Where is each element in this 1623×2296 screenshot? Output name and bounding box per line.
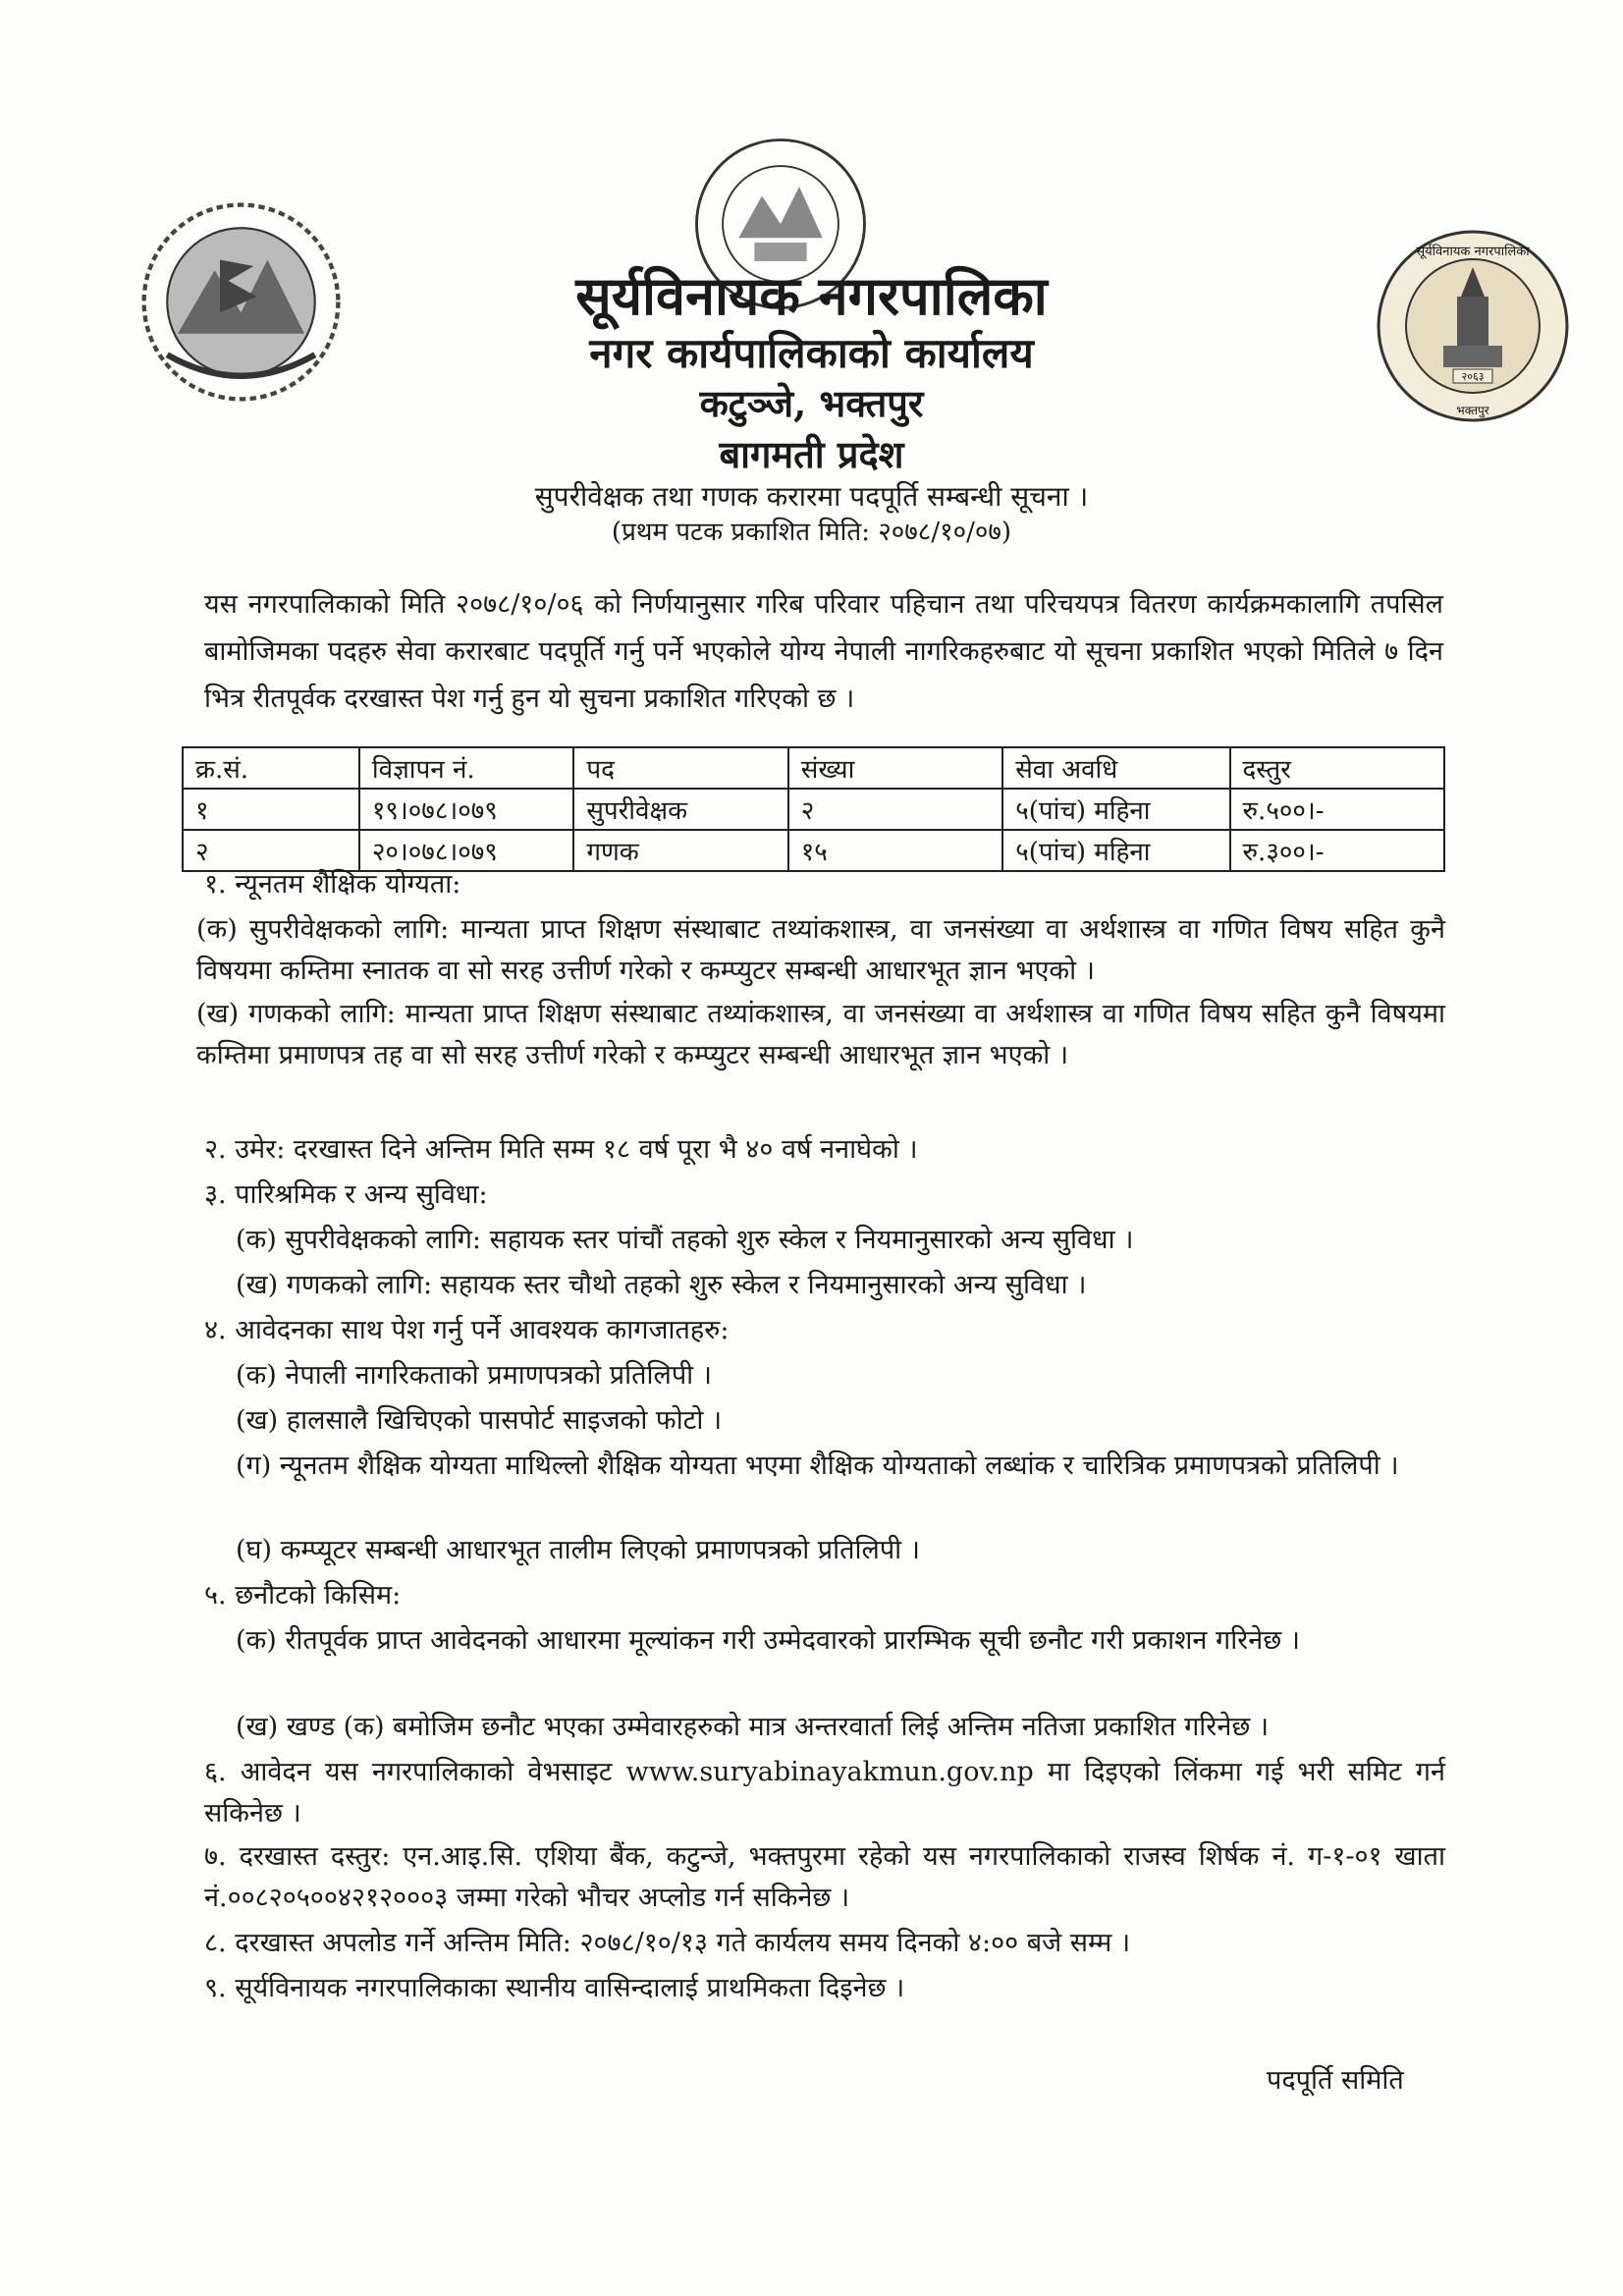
selection-shortlist: (क) रीतपूर्वक प्राप्त आवेदनको आधारमा मूल्यांकन गरी उम्मेदवारको प्रारम्भिक सूची छनौट गरी प्रकाशन गरिनेछ । (236, 1625, 1300, 1656)
table-row (183, 789, 1444, 830)
table-cell: ५(पांच) महिना (1002, 789, 1229, 830)
col-header-count: संख्या (788, 747, 1002, 789)
table-cell: गणक (573, 830, 787, 871)
qualification-supervisor: (क) सुपरीवेक्षकको लागि: मान्यता प्राप्त शिक्षण संस्थाबाट तथ्यांकशास्त्र, वा जनसंख्या वा अर्थशास्त्र वा गणित विषय सहित कुनै विषयमा कम्तिमा स्नातक वा सो सरह उत्तीर्ण गरेको र कम्प्युटर सम्बन्धी आधारभूत ज्ञान भएको । (196, 914, 1445, 986)
document-photo: (ख) हालसालै खिचिएको पासपोर्ट साइजको फोटो । (236, 1405, 723, 1436)
col-header-ad-no: विज्ञापन नं. (359, 747, 573, 789)
document-computer-training: (घ) कम्प्यूटर सम्बन्धी आधारभूत तालीम लिएको प्रमाणपत्रको प्रतिलिपी । (236, 1535, 920, 1565)
remuneration-enumerator: (ख) गणकको लागि: सहायक स्तर चौथो तहको शुरु स्केल र नियमानुसारको अन्य सुविधा । (236, 1270, 1087, 1300)
table-cell: रु.३००।- (1230, 830, 1445, 871)
table-cell: ५(पांच) महिना (1002, 830, 1229, 871)
table-cell: सुपरीवेक्षक (573, 789, 787, 830)
selection-interview: (ख) खण्ड (क) बमोजिम छनौट भएका उम्मेवारहरुको मात्र अन्तरवार्ता लिई अन्तिम नतिजा प्रकाशित गरिनेछ । (236, 1712, 1270, 1742)
logo-bottom-text: भक्तपुर (1456, 404, 1489, 417)
remuneration-supervisor: (क) सुपरीवेक्षकको लागि: सहायक स्तर पांचौं तहको शुरु स्केल र नियमानुसारको अन्य सुविधा । (236, 1225, 1134, 1255)
committee-signature: पदपूर्ति समिति (1267, 2065, 1404, 2096)
table-header-row (183, 747, 1444, 789)
section-fee-deposit: ७. दरखास्त दस्तुर: एन.आइ.सि. एशिया बैंक, कटुन्जे, भक्तपुरमा रहेको यस नगरपालिकाको राजस्व शिर्षक नं. ग-१-०१ खाता नं.००८२०५००४२१२०००३ जम्मा गरेको भौचर अप्लोड गर्न सकिनेछ । (204, 1841, 1445, 1913)
table-cell: २ (183, 830, 359, 871)
logo-year: २०६३ (1461, 370, 1485, 383)
province-name: बागमती प्रदेश (719, 432, 904, 476)
document-citizenship: (क) नेपाली नागरिकताको प्रमाणपत्रको प्रतिलिपी । (236, 1360, 712, 1391)
notice-title: सुपरीवेक्षक तथा गणक करारमा पदपूर्ति सम्बन्धी सूचना । (534, 480, 1089, 513)
section-deadline: ८. दरखास्त अपलोड गर्ने अन्तिम मिति: २०७८/१०/१३ गते कार्यलय समय दिनको ४:०० बजे सम्म । (204, 1928, 1131, 1958)
office-name: नगर कार्यपालिकाको कार्यालय (589, 329, 1034, 377)
table-cell: १ (183, 789, 359, 830)
section-remuneration: ३. पारिश्रमिक र अन्य सुविधा: (204, 1179, 488, 1210)
section-priority: ९. सूर्यविनायक नगरपालिकाका स्थानीय वासिन्दालाई प्राथमिकता दिइनेछ । (204, 1973, 905, 2003)
document-education: (ग) न्यूनतम शैक्षिक योग्यता माथिल्लो शैक्षिक योग्यता भएमा शैक्षिक योग्यताको लब्धांक र चारित्रिक प्रमाणपत्रको प्रतिलिपी । (236, 1450, 1399, 1481)
section-qualification: १. न्यूनतम शैक्षिक योग्यता: (204, 869, 461, 900)
table-cell: २ (788, 789, 1002, 830)
table-cell: १९।०७८।०७९ (359, 789, 573, 830)
municipality-name: सूर्यविनायक नगरपालिका (575, 264, 1048, 327)
office-address: कटुञ्जे, भक्तपुर (699, 381, 924, 425)
vacancy-table (182, 746, 1445, 872)
intro-paragraph: यस नगरपालिकाको मिति २०७८/१०/०६ को निर्णयानुसार गरिब परिवार पहिचान तथा परिचयपत्र वितरण कार्यक्रमकालागि तपसिल बामोजिमका पदहरु सेवा करारबाट पदपूर्ति गर्नु पर्ने भएकोले योग्य नेपाली नागरिकहरुबाट यो सूचना प्रकाशित भएको मितिले ७ दिन भित्र रीतपूर्वक दरखास्त पेश गर्नु हुन यो सुचना प्रकाशित गरिएको छ । (204, 589, 1443, 714)
logo-top-text: सूर्यविनायक नगरपालिका (1416, 245, 1530, 259)
published-date: (प्रथम पटक प्रकाशित मिति: २०७८/१०/०७) (611, 518, 1012, 547)
table-cell: १५ (788, 830, 1002, 871)
col-header-sn: क्र.सं. (183, 747, 359, 789)
section-documents: ४. आवेदनका साथ पेश गर्नु पर्ने आवश्यक कागजातहरु: (204, 1315, 730, 1345)
section-selection: ५. छनौटको किसिम: (204, 1580, 402, 1611)
section-age: २. उमेर: दरखास्त दिने अन्तिम मिति सम्म १८ वर्ष पूरा भै ४० वर्ष ननाघेको । (204, 1134, 918, 1165)
col-header-fee: दस्तुर (1230, 747, 1445, 789)
section-application-website: ६. आवेदन यस नगरपालिकाको वेभसाइट www.suryabinayakmun.gov.np मा दिइएको लिंकमा गई भरी समिट गर्न सकिनेछ । (204, 1757, 1445, 1829)
col-header-post: पद (573, 747, 787, 789)
table-cell: रु.५००।- (1230, 789, 1445, 830)
table-cell: २०।०७८।०७९ (359, 830, 573, 871)
col-header-duration: सेवा अवधि (1002, 747, 1229, 789)
qualification-enumerator: (ख) गणकको लागि: मान्यता प्राप्त शिक्षण संस्थाबाट तथ्यांकशास्त्र, वा जनसंख्या वा अर्थशास्त्र वा गणित विषय सहित कुनै विषयमा कम्तिमा प्रमाणपत्र तह वा सो सरह उत्तीर्ण गरेको र कम्प्युटर सम्बन्धी आधारभूत ज्ञान भएको । (196, 999, 1445, 1070)
